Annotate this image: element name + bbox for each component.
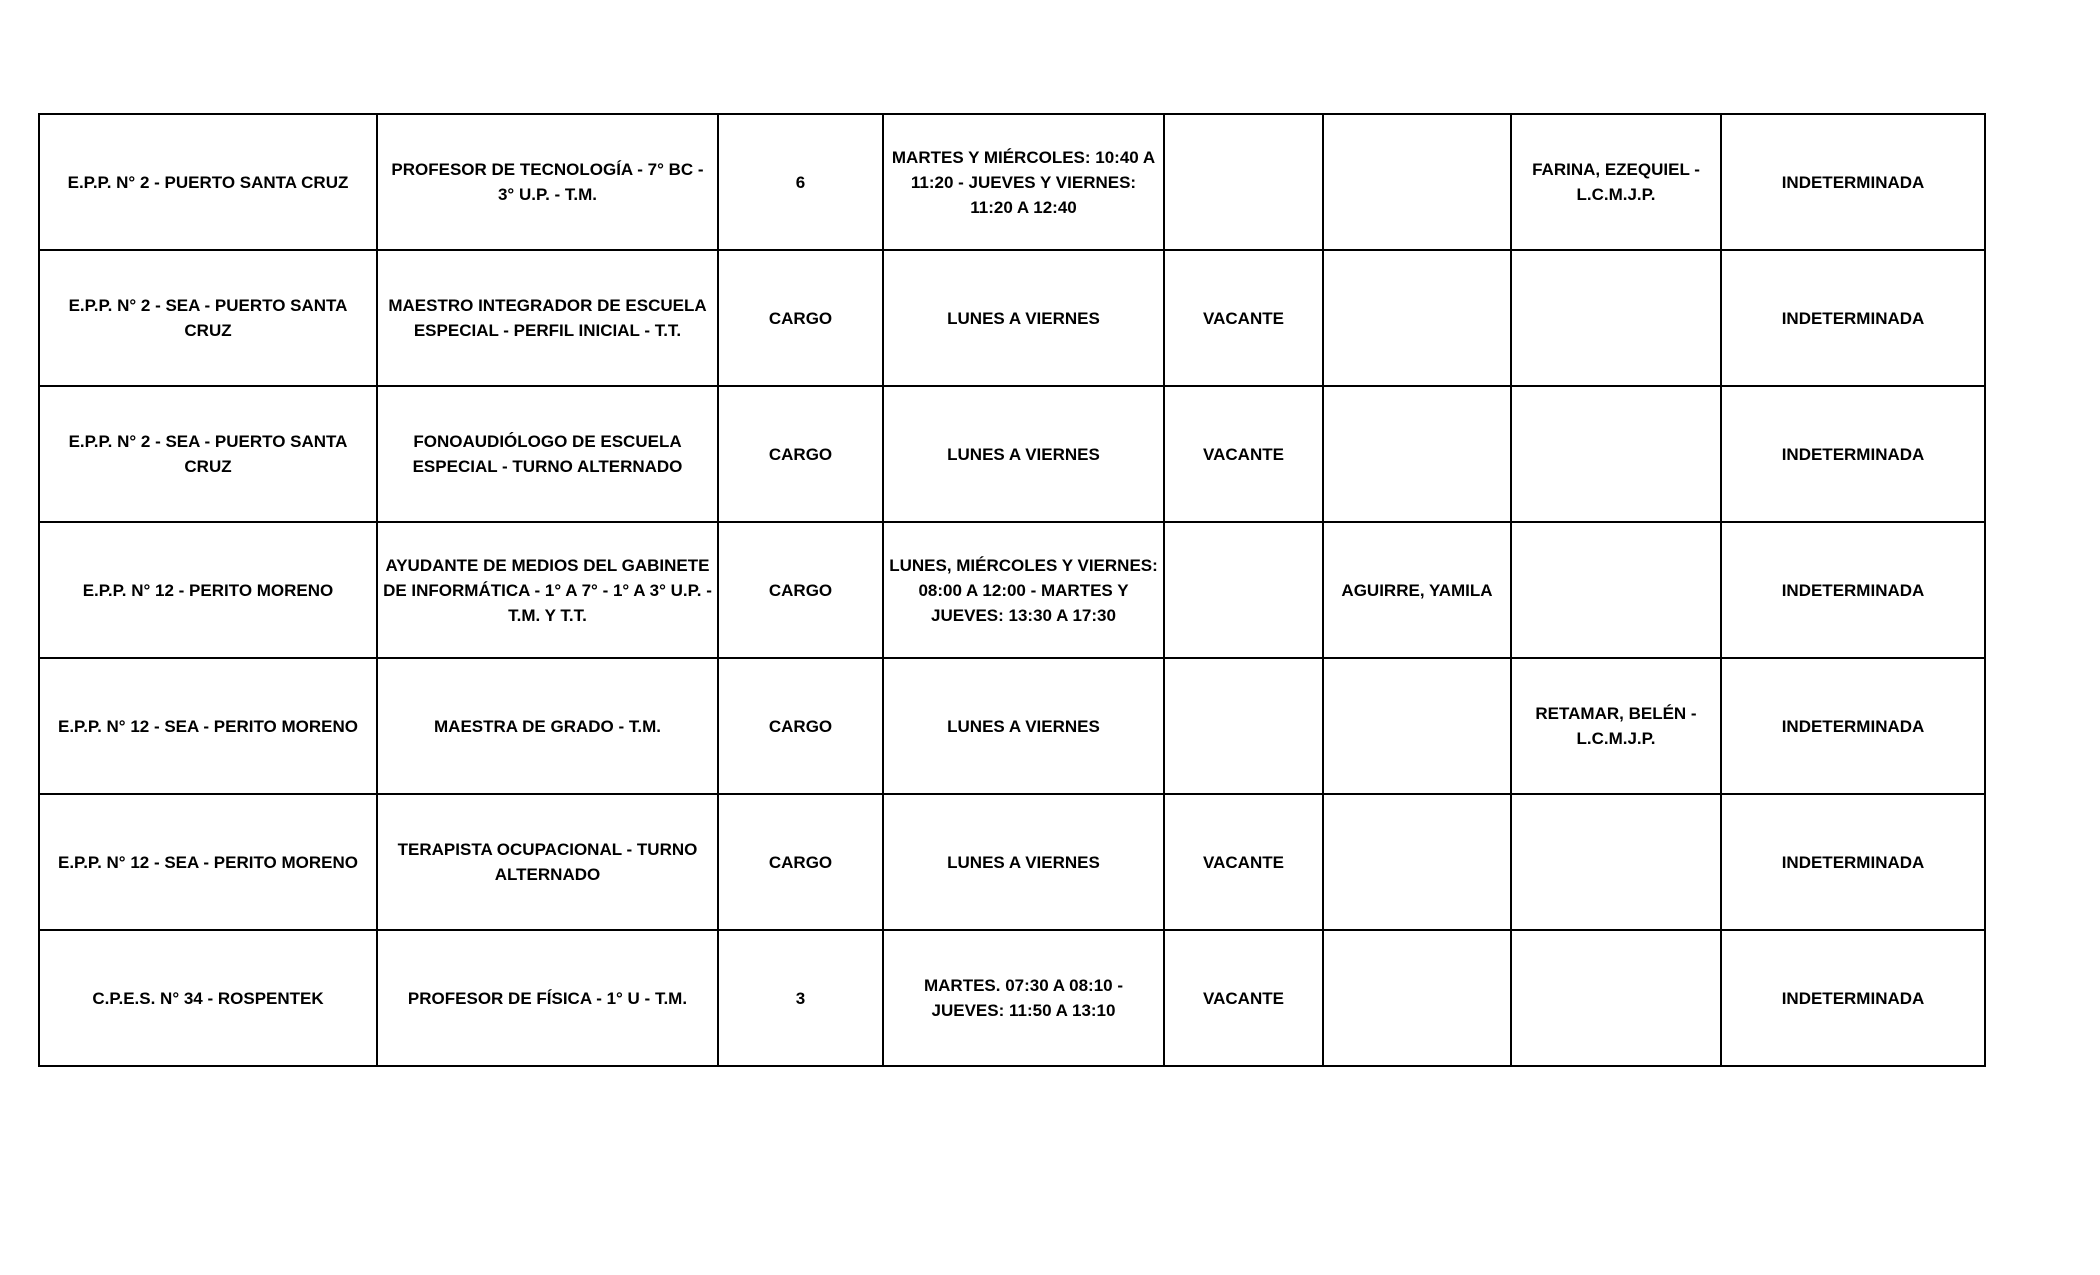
table-row <box>39 794 1985 930</box>
position-cell: PROFESOR DE FÍSICA - 1° U - T.M. <box>377 930 718 1066</box>
hours-cell: CARGO <box>718 386 883 522</box>
substitute-cell <box>1511 930 1721 1066</box>
duration-cell: INDETERMINADA <box>1721 386 1985 522</box>
position-cell: MAESTRO INTEGRADOR DE ESCUELA ESPECIAL - PERFIL INICIAL - T.T. <box>377 250 718 386</box>
table-row <box>39 386 1985 522</box>
substitute-cell: RETAMAR, BELÉN - L.C.M.J.P. <box>1511 658 1721 794</box>
table-row <box>39 250 1985 386</box>
school-cell: E.P.P. N° 2 - SEA - PUERTO SANTA CRUZ <box>39 386 377 522</box>
duration-cell: INDETERMINADA <box>1721 658 1985 794</box>
schedule-cell: LUNES A VIERNES <box>883 658 1164 794</box>
hours-cell: 3 <box>718 930 883 1066</box>
table-row <box>39 522 1985 658</box>
vacancy-cell: VACANTE <box>1164 250 1323 386</box>
substitute-cell: FARINA, EZEQUIEL - L.C.M.J.P. <box>1511 114 1721 250</box>
vacancy-cell: VACANTE <box>1164 794 1323 930</box>
vacancy-cell <box>1164 114 1323 250</box>
school-cell: E.P.P. N° 2 - PUERTO SANTA CRUZ <box>39 114 377 250</box>
hours-cell: 6 <box>718 114 883 250</box>
table-row <box>39 114 1985 250</box>
vacancy-cell <box>1164 658 1323 794</box>
position-cell: MAESTRA DE GRADO - T.M. <box>377 658 718 794</box>
school-cell: E.P.P. N° 12 - PERITO MORENO <box>39 522 377 658</box>
vacancy-cell: VACANTE <box>1164 930 1323 1066</box>
table-row <box>39 658 1985 794</box>
position-cell: PROFESOR DE TECNOLOGÍA - 7° BC - 3° U.P. - T.M. <box>377 114 718 250</box>
school-cell: C.P.E.S. N° 34 - ROSPENTEK <box>39 930 377 1066</box>
schedule-cell: MARTES Y MIÉRCOLES: 10:40 A 11:20 - JUEVES Y VIERNES: 11:20 A 12:40 <box>883 114 1164 250</box>
holder-cell: AGUIRRE, YAMILA <box>1323 522 1511 658</box>
schedule-cell: LUNES A VIERNES <box>883 794 1164 930</box>
substitute-cell <box>1511 386 1721 522</box>
school-cell: E.P.P. N° 12 - SEA - PERITO MORENO <box>39 658 377 794</box>
holder-cell <box>1323 114 1511 250</box>
position-cell: AYUDANTE DE MEDIOS DEL GABINETE DE INFORMÁTICA - 1° A 7° - 1° A 3° U.P. - T.M. Y T.T. <box>377 522 718 658</box>
duration-cell: INDETERMINADA <box>1721 930 1985 1066</box>
holder-cell <box>1323 930 1511 1066</box>
schedule-cell: LUNES A VIERNES <box>883 250 1164 386</box>
holder-cell <box>1323 250 1511 386</box>
hours-cell: CARGO <box>718 522 883 658</box>
school-cell: E.P.P. N° 2 - SEA - PUERTO SANTA CRUZ <box>39 250 377 386</box>
position-cell: TERAPISTA OCUPACIONAL - TURNO ALTERNADO <box>377 794 718 930</box>
holder-cell <box>1323 794 1511 930</box>
vacancy-cell <box>1164 522 1323 658</box>
duration-cell: INDETERMINADA <box>1721 522 1985 658</box>
holder-cell <box>1323 386 1511 522</box>
table-row <box>39 930 1985 1066</box>
holder-cell <box>1323 658 1511 794</box>
position-cell: FONOAUDIÓLOGO DE ESCUELA ESPECIAL - TURNO ALTERNADO <box>377 386 718 522</box>
duration-cell: INDETERMINADA <box>1721 114 1985 250</box>
schedule-cell: LUNES A VIERNES <box>883 386 1164 522</box>
duration-cell: INDETERMINADA <box>1721 250 1985 386</box>
substitute-cell <box>1511 250 1721 386</box>
duration-cell: INDETERMINADA <box>1721 794 1985 930</box>
hours-cell: CARGO <box>718 794 883 930</box>
hours-cell: CARGO <box>718 250 883 386</box>
positions-table <box>38 113 1986 1067</box>
schedule-cell: MARTES. 07:30 A 08:10 - JUEVES: 11:50 A 13:10 <box>883 930 1164 1066</box>
substitute-cell <box>1511 522 1721 658</box>
substitute-cell <box>1511 794 1721 930</box>
school-cell: E.P.P. N° 12 - SEA - PERITO MORENO <box>39 794 377 930</box>
vacancy-cell: VACANTE <box>1164 386 1323 522</box>
schedule-cell: LUNES, MIÉRCOLES Y VIERNES: 08:00 A 12:00 - MARTES Y JUEVES: 13:30 A 17:30 <box>883 522 1164 658</box>
hours-cell: CARGO <box>718 658 883 794</box>
